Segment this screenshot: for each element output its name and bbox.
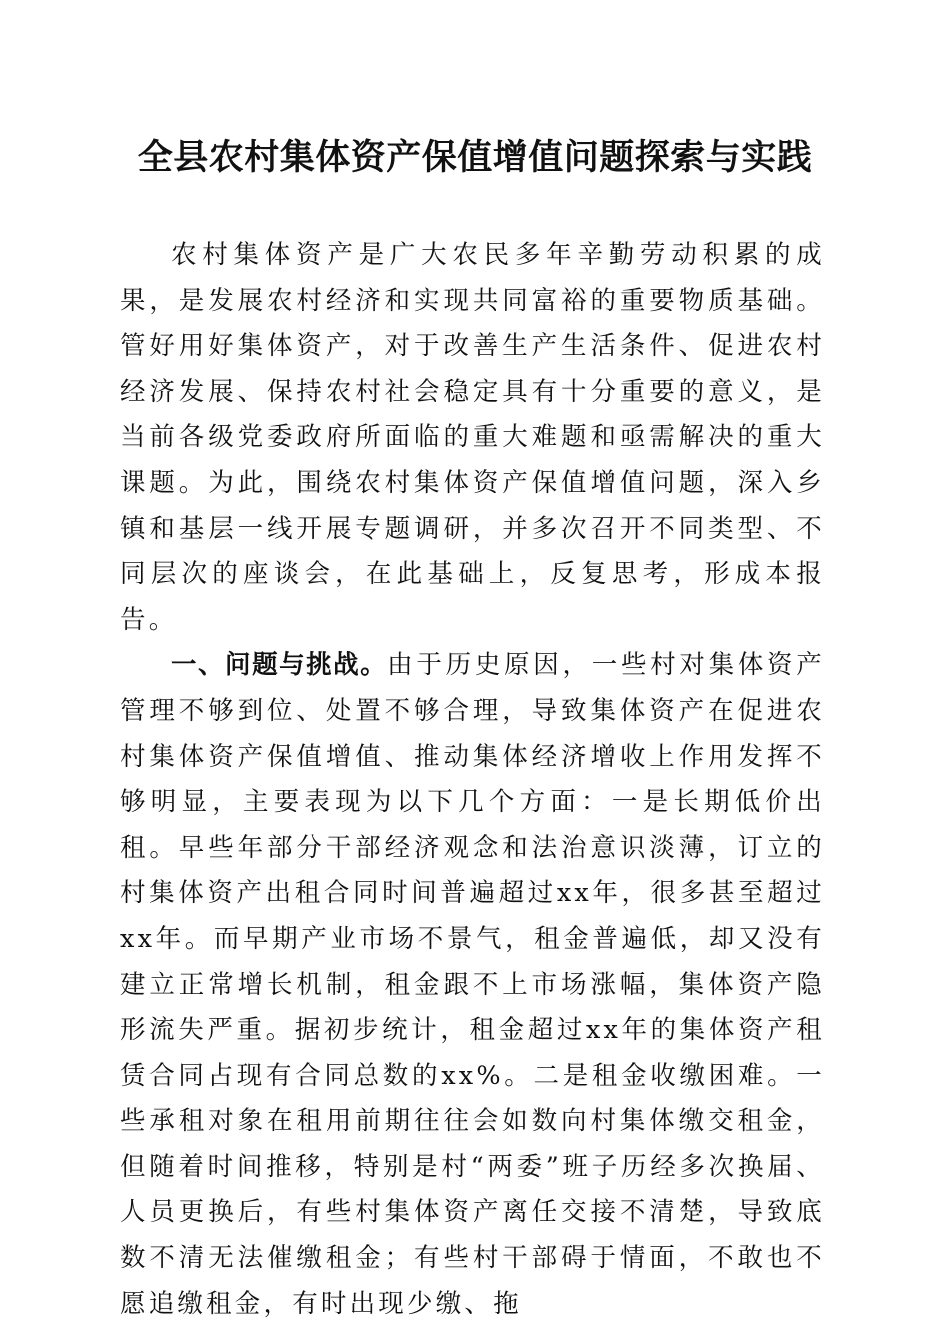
document-title: 全县农村集体资产保值增值问题探索与实践 — [137, 137, 813, 178]
section-1-heading: 一、问题与挑战。 — [171, 650, 388, 681]
section-1-paragraph — [120, 643, 825, 1327]
document-body — [120, 233, 825, 1327]
section-1-body: 由于历史原因，一些村对集体资产管理不够到位、处置不够合理，导致集体资产在促进农村集体资产保值增值、推动集体经济增收上作用发挥不够明显，主要表现为以下几个方面：一是长期低价出租。早些年部分干部经济观念和法治意识淡薄，订立的村集体资产出租合同时间普遍超过xx年，很多甚至超过xx年。而早期产业市场不景气，租金普遍低，却又没有建立正常增长机制，租金跟不上市场涨幅，集体资产隐形流失严重。据初步统计，租金超过xx年的集体资产租赁合同占现有合同总数的xx%。二是租金收缴困难。一些承租对象在租用前期往往会如数向村集体缴交租金，但随着时间推移，特别是村“两委”班子历经多次换届、人员更换后，有些村集体资产离任交接不清楚，导致底数不清无法催缴租金；有些村干部碍于情面，不敢也不愿追缴租金，有时出现少缴、拖 — [120, 650, 825, 1319]
intro-paragraph: 农村集体资产是广大农民多年辛勤劳动积累的成果，是发展农村经济和实现共同富裕的重要物质基础。管好用好集体资产，对于改善生产生活条件、促进农村经济发展、保持农村社会稳定具有十分重要的意义，是当前各级党委政府所面临的重大难题和亟需解决的重大课题。为此，围绕农村集体资产保值增值问题，深入乡镇和基层一线开展专题调研，并多次召开不同类型、不同层次的座谈会，在此基础上，反复思考，形成本报告。 — [120, 240, 825, 635]
